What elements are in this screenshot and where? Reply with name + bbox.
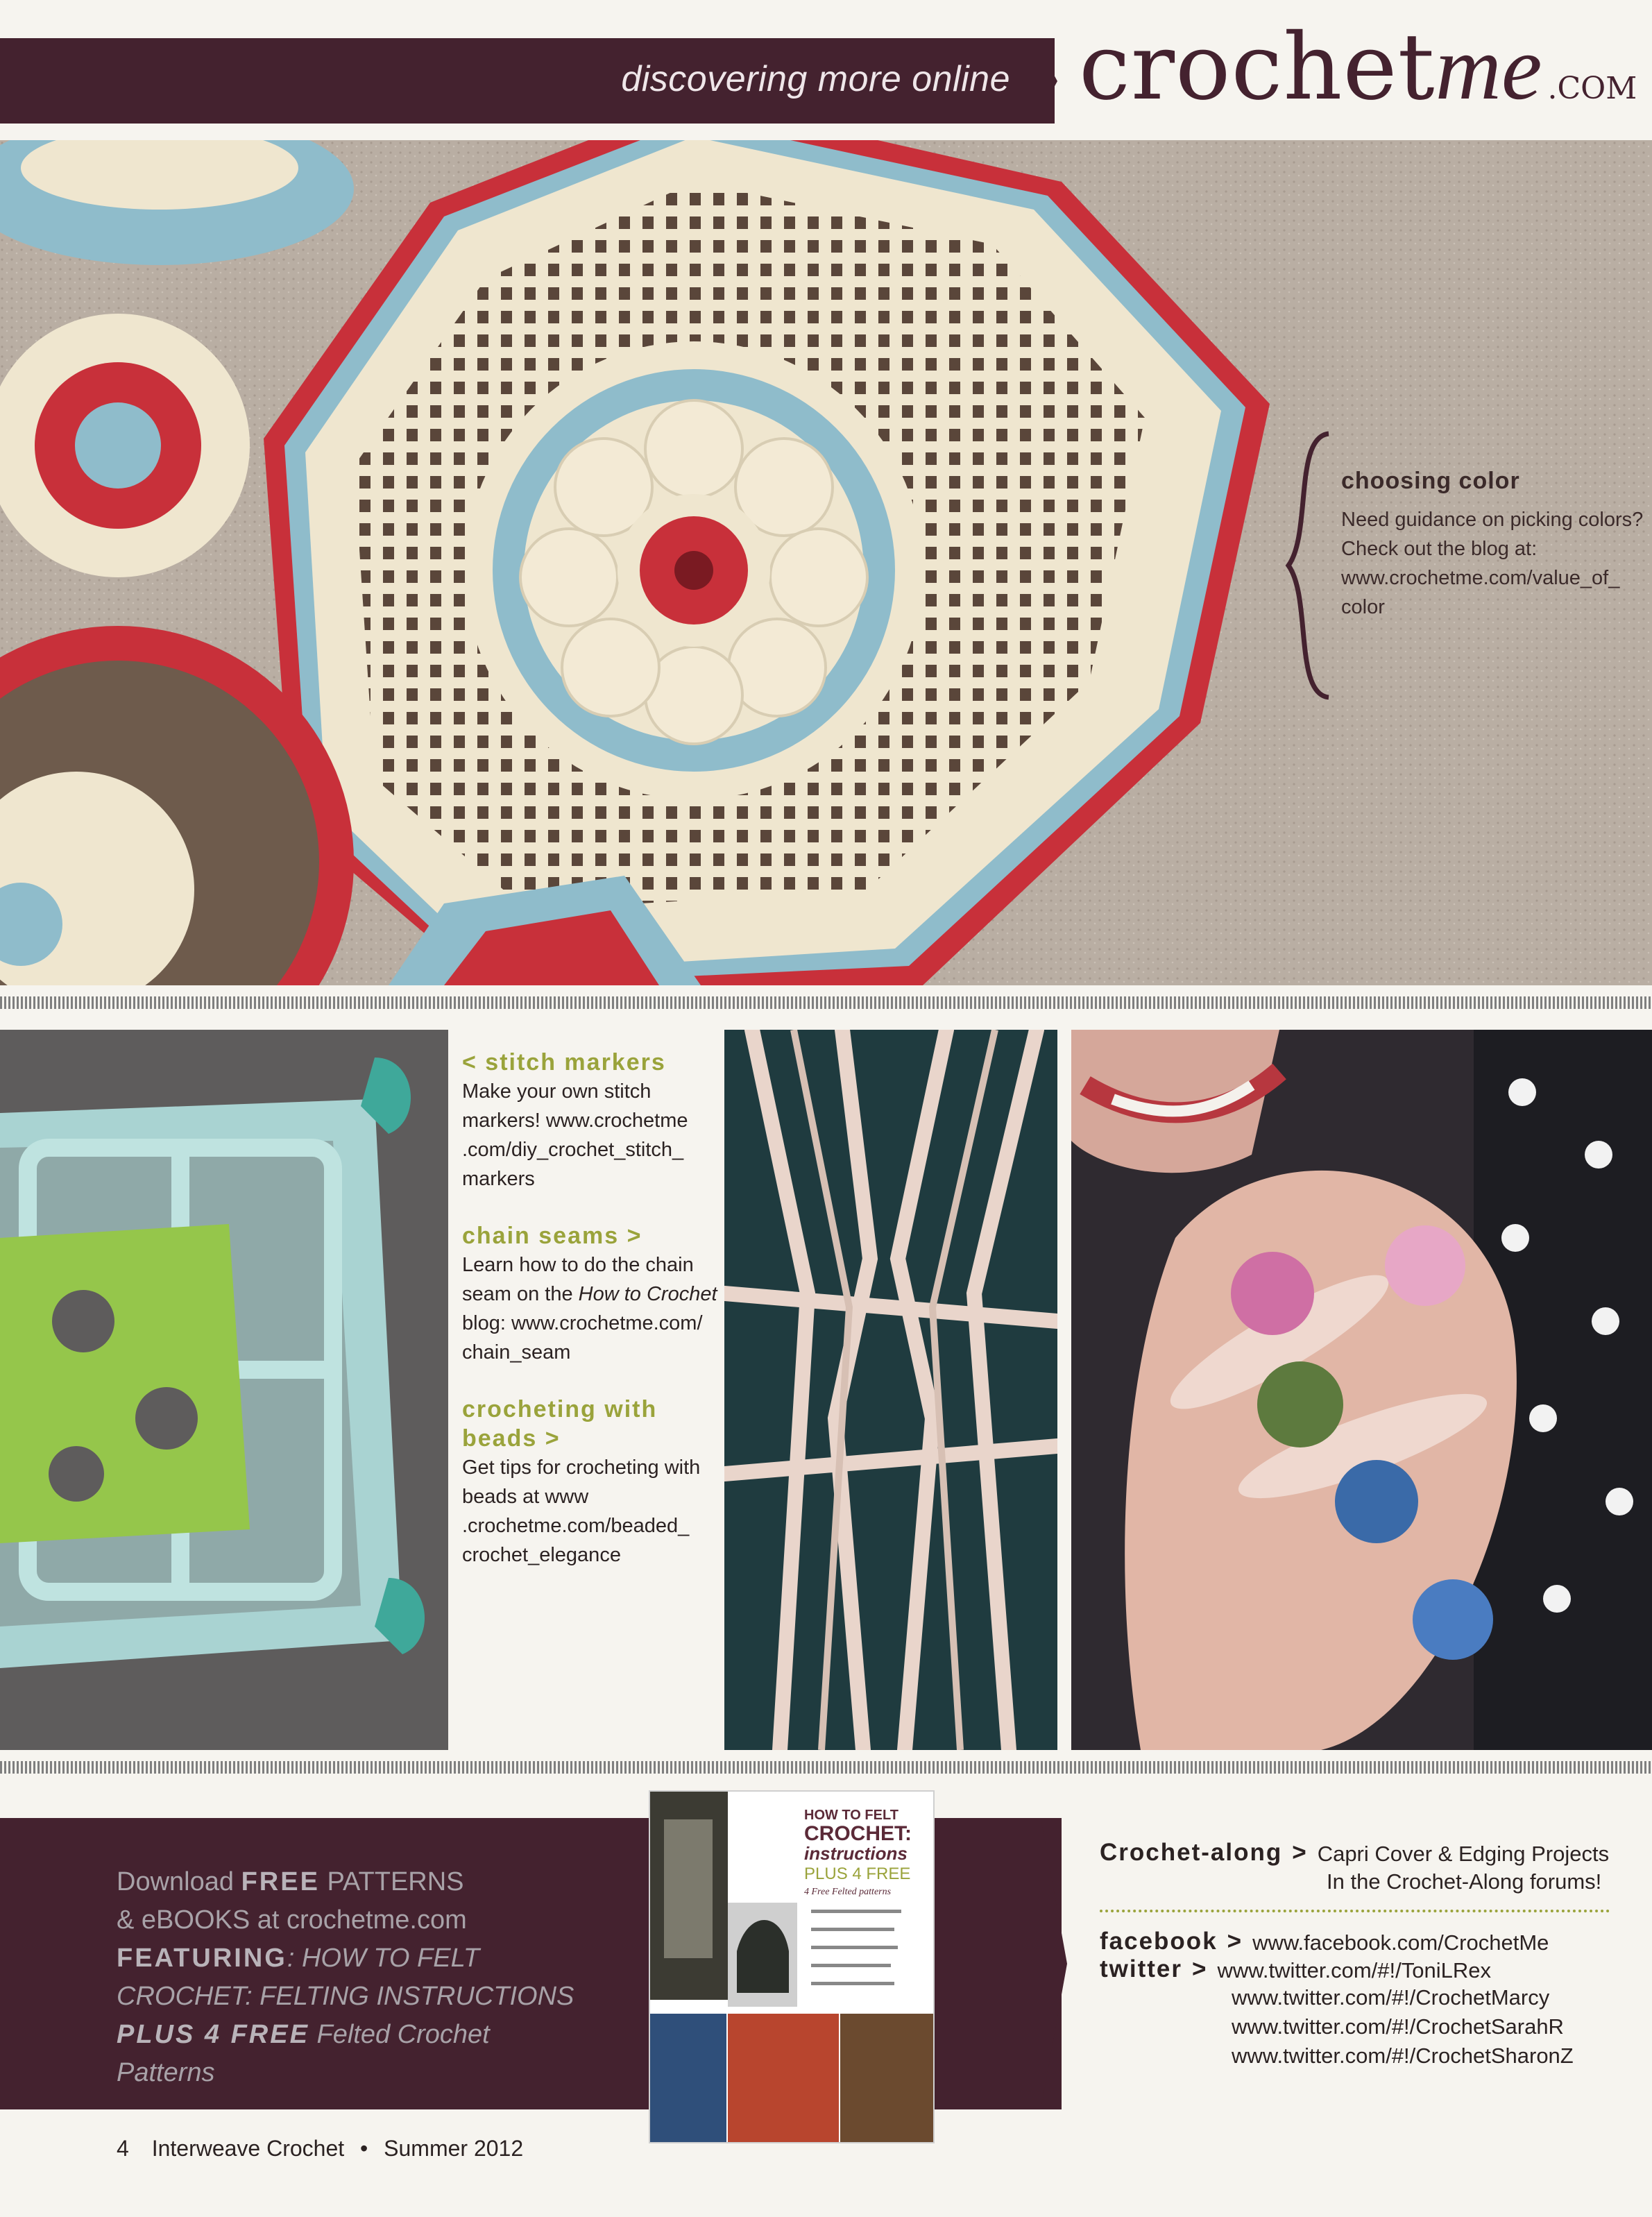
crochetme-logo[interactable]	[1079, 14, 1637, 125]
dotted-divider	[1100, 1910, 1610, 1912]
tip-text: Learn how to do the chain seam on the	[462, 1254, 694, 1305]
divider-rule	[0, 1761, 1652, 1774]
facebook-link[interactable]: www.facebook.com/CrochetMe	[1252, 1930, 1549, 1955]
promo-italic: Felted Crochet	[309, 2020, 490, 2049]
beaded-rings-photo	[1071, 1030, 1652, 1750]
promo-line: & eBOOKS at crochetme.com	[117, 1905, 467, 1935]
twitter-link[interactable]: www.twitter.com/#!/ToniLRex	[1217, 1958, 1491, 1982]
choosing-color-title: choosing color	[1341, 468, 1520, 494]
crochet-along-text: In the Crochet-Along forums!	[1327, 1869, 1602, 1894]
twitter-link[interactable]: www.twitter.com/#!/CrochetSarahR	[1232, 2014, 1564, 2039]
header-tagline: discovering more online	[621, 59, 1010, 99]
choosing-color-line: Need guidance on picking colors?	[1341, 509, 1644, 531]
ebook-cover-thumbnail[interactable]	[649, 1790, 935, 2143]
publication-name: Interweave Crochet	[151, 2136, 345, 2161]
promo-line	[117, 1978, 644, 2016]
twitter-link[interactable]: www.twitter.com/#!/CrochetSharonZ	[1232, 2044, 1574, 2068]
promo-line	[117, 2054, 644, 2092]
cover-title-1: HOW TO FELT	[804, 1808, 899, 1823]
choosing-color-link[interactable]: www.crochetme.com/value_of_	[1341, 567, 1620, 589]
logo-me: me	[1435, 17, 1542, 119]
cover-title-5: 4 Free Felted patterns	[804, 1887, 892, 1897]
tip-heading[interactable]: chain seams >	[462, 1223, 642, 1249]
chevron-right-icon: >	[1192, 1955, 1208, 1982]
facebook-heading: facebook	[1100, 1928, 1218, 1955]
twitter-heading: twitter	[1100, 1955, 1182, 1982]
free-patterns-promo[interactable]	[117, 1863, 644, 2092]
tip-body	[462, 1250, 719, 1367]
promo-text: PATTERNS	[319, 1867, 464, 1896]
curly-brace-icon	[1280, 430, 1336, 701]
promo-emphasis: FEATURING	[117, 1944, 287, 1973]
footer-bullet: •	[360, 2136, 368, 2161]
divider-rule	[0, 996, 1652, 1009]
logo-wordmark: crochet	[1079, 14, 1436, 121]
tip-italic: How to Crochet	[578, 1283, 717, 1305]
promo-line	[117, 2016, 644, 2054]
promo-italic: : HOW TO FELT	[287, 1944, 480, 1973]
crochet-along-row	[1100, 1839, 1641, 1867]
promo-line	[117, 1863, 644, 1901]
tips-column	[462, 1048, 719, 1597]
twitter-link[interactable]: www.twitter.com/#!/CrochetMarcy	[1232, 1985, 1550, 2010]
crochet-along-text: Capri Cover & Edging Projects	[1317, 1842, 1610, 1866]
tip-body: Get tips for crocheting with beads at www .crochetme.com/beaded_ crochet_elegance	[462, 1456, 701, 1566]
tip-heading[interactable]: < stitch markers	[462, 1049, 666, 1076]
tip-body: Make your own stitch markers! www.crochetme .com/diy_crochet_stitch_ markers	[462, 1080, 688, 1190]
promo-line	[117, 1939, 644, 1978]
chevron-right-icon: >	[1292, 1839, 1308, 1866]
twitter-row	[1100, 1955, 1641, 1983]
promo-emphasis: FREE	[241, 1867, 320, 1896]
choosing-color-line: Check out the blog at:	[1341, 538, 1538, 560]
chevron-right-icon: >	[1227, 1928, 1243, 1955]
tip-text: blog: www.crochetme.com/ chain_seam	[462, 1312, 703, 1364]
cover-title-2: CROCHET:	[804, 1822, 912, 1845]
twitter-links	[1232, 1983, 1641, 2071]
tip-heading[interactable]: crocheting with beads >	[462, 1396, 658, 1452]
promo-italic: Patterns	[117, 2058, 215, 2087]
promo-italic: CROCHET: FELTING INSTRUCTIONS	[117, 1982, 574, 2011]
stitch-markers-photo	[0, 1030, 448, 1750]
cover-title-4: PLUS 4 FREE	[804, 1865, 911, 1883]
choosing-color-body	[1341, 505, 1652, 622]
choosing-color-link[interactable]: color	[1341, 596, 1385, 618]
promo-text: Download	[117, 1867, 241, 1896]
social-links	[1100, 1839, 1641, 2071]
logo-com: .COM	[1547, 71, 1637, 106]
issue-date: Summer 2012	[384, 2136, 524, 2161]
page-number: 4	[117, 2136, 129, 2161]
promo-notch	[1041, 1818, 1067, 2109]
header-notch	[1034, 38, 1057, 124]
cover-title-3: instructions	[804, 1843, 908, 1864]
facebook-row	[1100, 1928, 1641, 1955]
crochet-along-heading[interactable]: Crochet-along	[1100, 1839, 1283, 1866]
page-footer	[117, 2136, 523, 2161]
promo-emphasis: PLUS 4 FREE	[117, 2020, 309, 2049]
chain-seam-photo	[724, 1030, 1057, 1750]
